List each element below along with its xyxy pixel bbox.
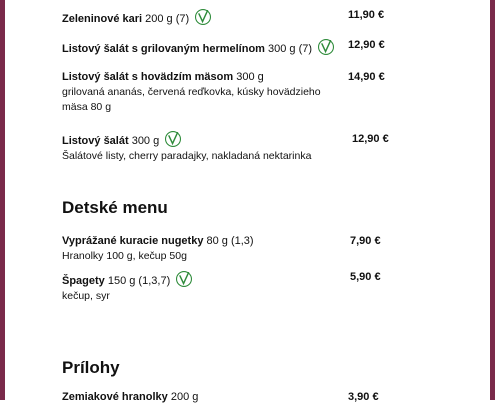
item-name: Listový šalát [62, 135, 129, 147]
item-name: Vyprážané kuracie nugetky [62, 235, 204, 247]
vegetarian-v-icon [317, 38, 335, 56]
section-title-detske-menu: Detské menu [62, 198, 168, 217]
section-title-prilohy: Prílohy [62, 358, 120, 377]
item-name: Zemiakové hranolky [62, 391, 168, 403]
menu-item [62, 130, 462, 164]
item-name: Zeleninové kari [62, 13, 143, 25]
item-price: 12,90 € [352, 133, 389, 145]
item-detail: 80 g (1,3) [203, 235, 254, 247]
item-detail: 200 g [167, 391, 199, 403]
item-price: 5,90 € [350, 271, 381, 283]
menu-item [62, 234, 462, 264]
item-description: kečup, syr [62, 290, 110, 302]
menu-item [62, 8, 462, 27]
item-description: Hranolky 100 g, kečup 50g [62, 250, 187, 262]
item-price: 12,90 € [348, 39, 385, 51]
item-name: Špagety [62, 275, 105, 287]
item-detail: 200 g (7) [142, 13, 190, 25]
item-name: Listový šalát s grilovaným hermelínom [62, 43, 265, 55]
item-price: 7,90 € [350, 235, 381, 247]
item-detail: 150 g (1,3,7) [104, 275, 171, 287]
item-description: grilovaná ananás, červená reďkovka, kúsky hovädzieho mäsa 80 g [62, 86, 321, 113]
vegetarian-v-icon [175, 270, 193, 288]
menu-item [62, 270, 462, 304]
menu-item [62, 390, 462, 405]
item-detail: 300 g (7) [264, 43, 313, 55]
item-description: Šalátové listy, cherry paradajky, nakladaná nektarinka [62, 150, 312, 162]
item-price: 3,90 € [348, 391, 379, 403]
item-name: Listový šalát s hovädzím mäsom [62, 71, 234, 83]
item-detail: 300 g [233, 71, 264, 83]
item-price: 11,90 € [348, 9, 385, 21]
vegetarian-v-icon [194, 8, 212, 26]
vegetarian-v-icon [164, 130, 182, 148]
item-price: 14,90 € [348, 71, 385, 83]
item-detail: 300 g [128, 135, 160, 147]
menu-item [62, 70, 462, 114]
menu-item [62, 38, 462, 57]
